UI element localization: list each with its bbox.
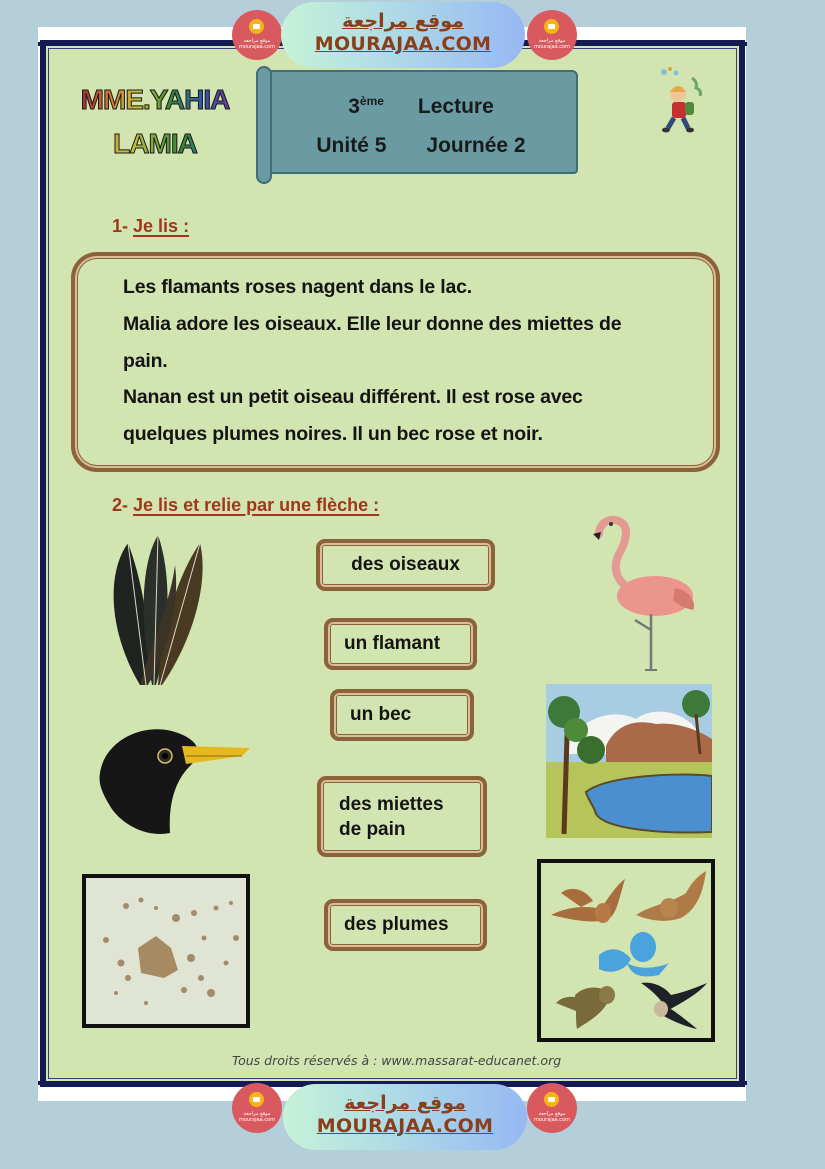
level: 3: [348, 95, 360, 118]
day: Journée 2: [426, 134, 526, 157]
copyright-footer: Tous droits réservés à : www.massarat-educanet.org: [232, 1053, 562, 1068]
title-scroll-banner: [256, 66, 578, 184]
level-subject-line: [266, 94, 576, 119]
word-label: un flamant: [344, 633, 441, 654]
badge-text: موقع مراجعة mourajaa.com: [533, 38, 570, 50]
word-label-line2: de pain: [339, 818, 406, 840]
badge-text: موقع مراجعة mourajaa.com: [533, 1111, 570, 1123]
section1-number: 1-: [112, 216, 129, 236]
corner-ornament: [38, 38, 48, 48]
level-suffix: ème: [359, 94, 384, 108]
unit: Unité 5: [316, 134, 387, 157]
reading-line: quelques plumes noires. Il un bec rose et noir.: [123, 423, 543, 445]
reading-line: Nanan est un petit oiseau différent. Il est rose avec: [123, 386, 583, 408]
reading-text-box: [71, 252, 720, 472]
reading-line: Les flamants roses nagent dans le lac.: [123, 276, 472, 298]
mourajaa-badge-logo[interactable]: [232, 10, 282, 60]
watermark-arabic-link[interactable]: موقع مراجعة: [342, 10, 464, 32]
word-box-des-plumes[interactable]: [324, 899, 487, 951]
section2-heading: [112, 495, 379, 516]
corner-ornament: [38, 1079, 48, 1089]
section2-title: Je lis et relie par une flèche :: [133, 495, 380, 515]
teacher-name-line1: MME.YAHIA: [80, 80, 230, 120]
section1-title: Je lis :: [133, 216, 190, 236]
corner-ornament: [737, 1079, 747, 1089]
bread-crumbs-image[interactable]: [82, 874, 250, 1028]
watermark-site-link[interactable]: MOURAJAA.COM: [316, 1115, 494, 1137]
mourajaa-badge-logo[interactable]: [232, 1083, 282, 1133]
scroll-roll-icon: [256, 66, 272, 184]
running-boy-icon: [656, 64, 716, 140]
teacher-name-line2: LAMIA: [80, 124, 230, 164]
reading-line: Malia adore les oiseaux. Elle leur donne des miettes de: [123, 313, 622, 335]
watermark-site-link[interactable]: MOURAJAA.COM: [314, 33, 492, 55]
word-box-des-miettes-de-pain[interactable]: [317, 776, 487, 857]
book-icon: [544, 19, 559, 34]
flamingo-image[interactable]: [585, 510, 705, 675]
section2-number: 2-: [112, 495, 129, 515]
word-box-un-flamant[interactable]: [324, 618, 477, 670]
word-box-des-oiseaux[interactable]: [316, 539, 495, 591]
mourajaa-watermark-banner[interactable]: [283, 1084, 527, 1150]
flying-birds-image[interactable]: [537, 859, 715, 1042]
mourajaa-badge-logo[interactable]: [527, 1083, 577, 1133]
book-icon: [544, 1092, 559, 1107]
teacher-name: [80, 80, 230, 164]
word-label: un bec: [350, 704, 412, 725]
word-box-un-bec[interactable]: [330, 689, 474, 741]
mourajaa-watermark-banner[interactable]: [281, 2, 525, 68]
bread-crumbs-illustration: [86, 878, 246, 1024]
scroll-body: [264, 70, 578, 174]
book-icon: [249, 19, 264, 34]
lake-image[interactable]: [546, 684, 712, 838]
unit-day-line: [266, 134, 576, 158]
badge-text: موقع مراجعة mourajaa.com: [238, 38, 275, 50]
feathers-image[interactable]: [100, 535, 215, 690]
word-label: des plumes: [344, 914, 449, 935]
mourajaa-badge-logo[interactable]: [527, 10, 577, 60]
subject: Lecture: [417, 95, 494, 118]
word-label-line1: des miettes: [339, 793, 444, 815]
badge-text: موقع مراجعة mourajaa.com: [238, 1111, 275, 1123]
reading-line: pain.: [123, 350, 168, 372]
blackbird-head-image[interactable]: [90, 718, 255, 843]
watermark-arabic-link[interactable]: موقع مراجعة: [344, 1092, 466, 1114]
word-label: des oiseaux: [351, 554, 460, 575]
corner-ornament: [737, 38, 747, 48]
section1-heading: [112, 216, 189, 237]
book-icon: [249, 1092, 264, 1107]
flying-birds-illustration: [541, 863, 711, 1038]
